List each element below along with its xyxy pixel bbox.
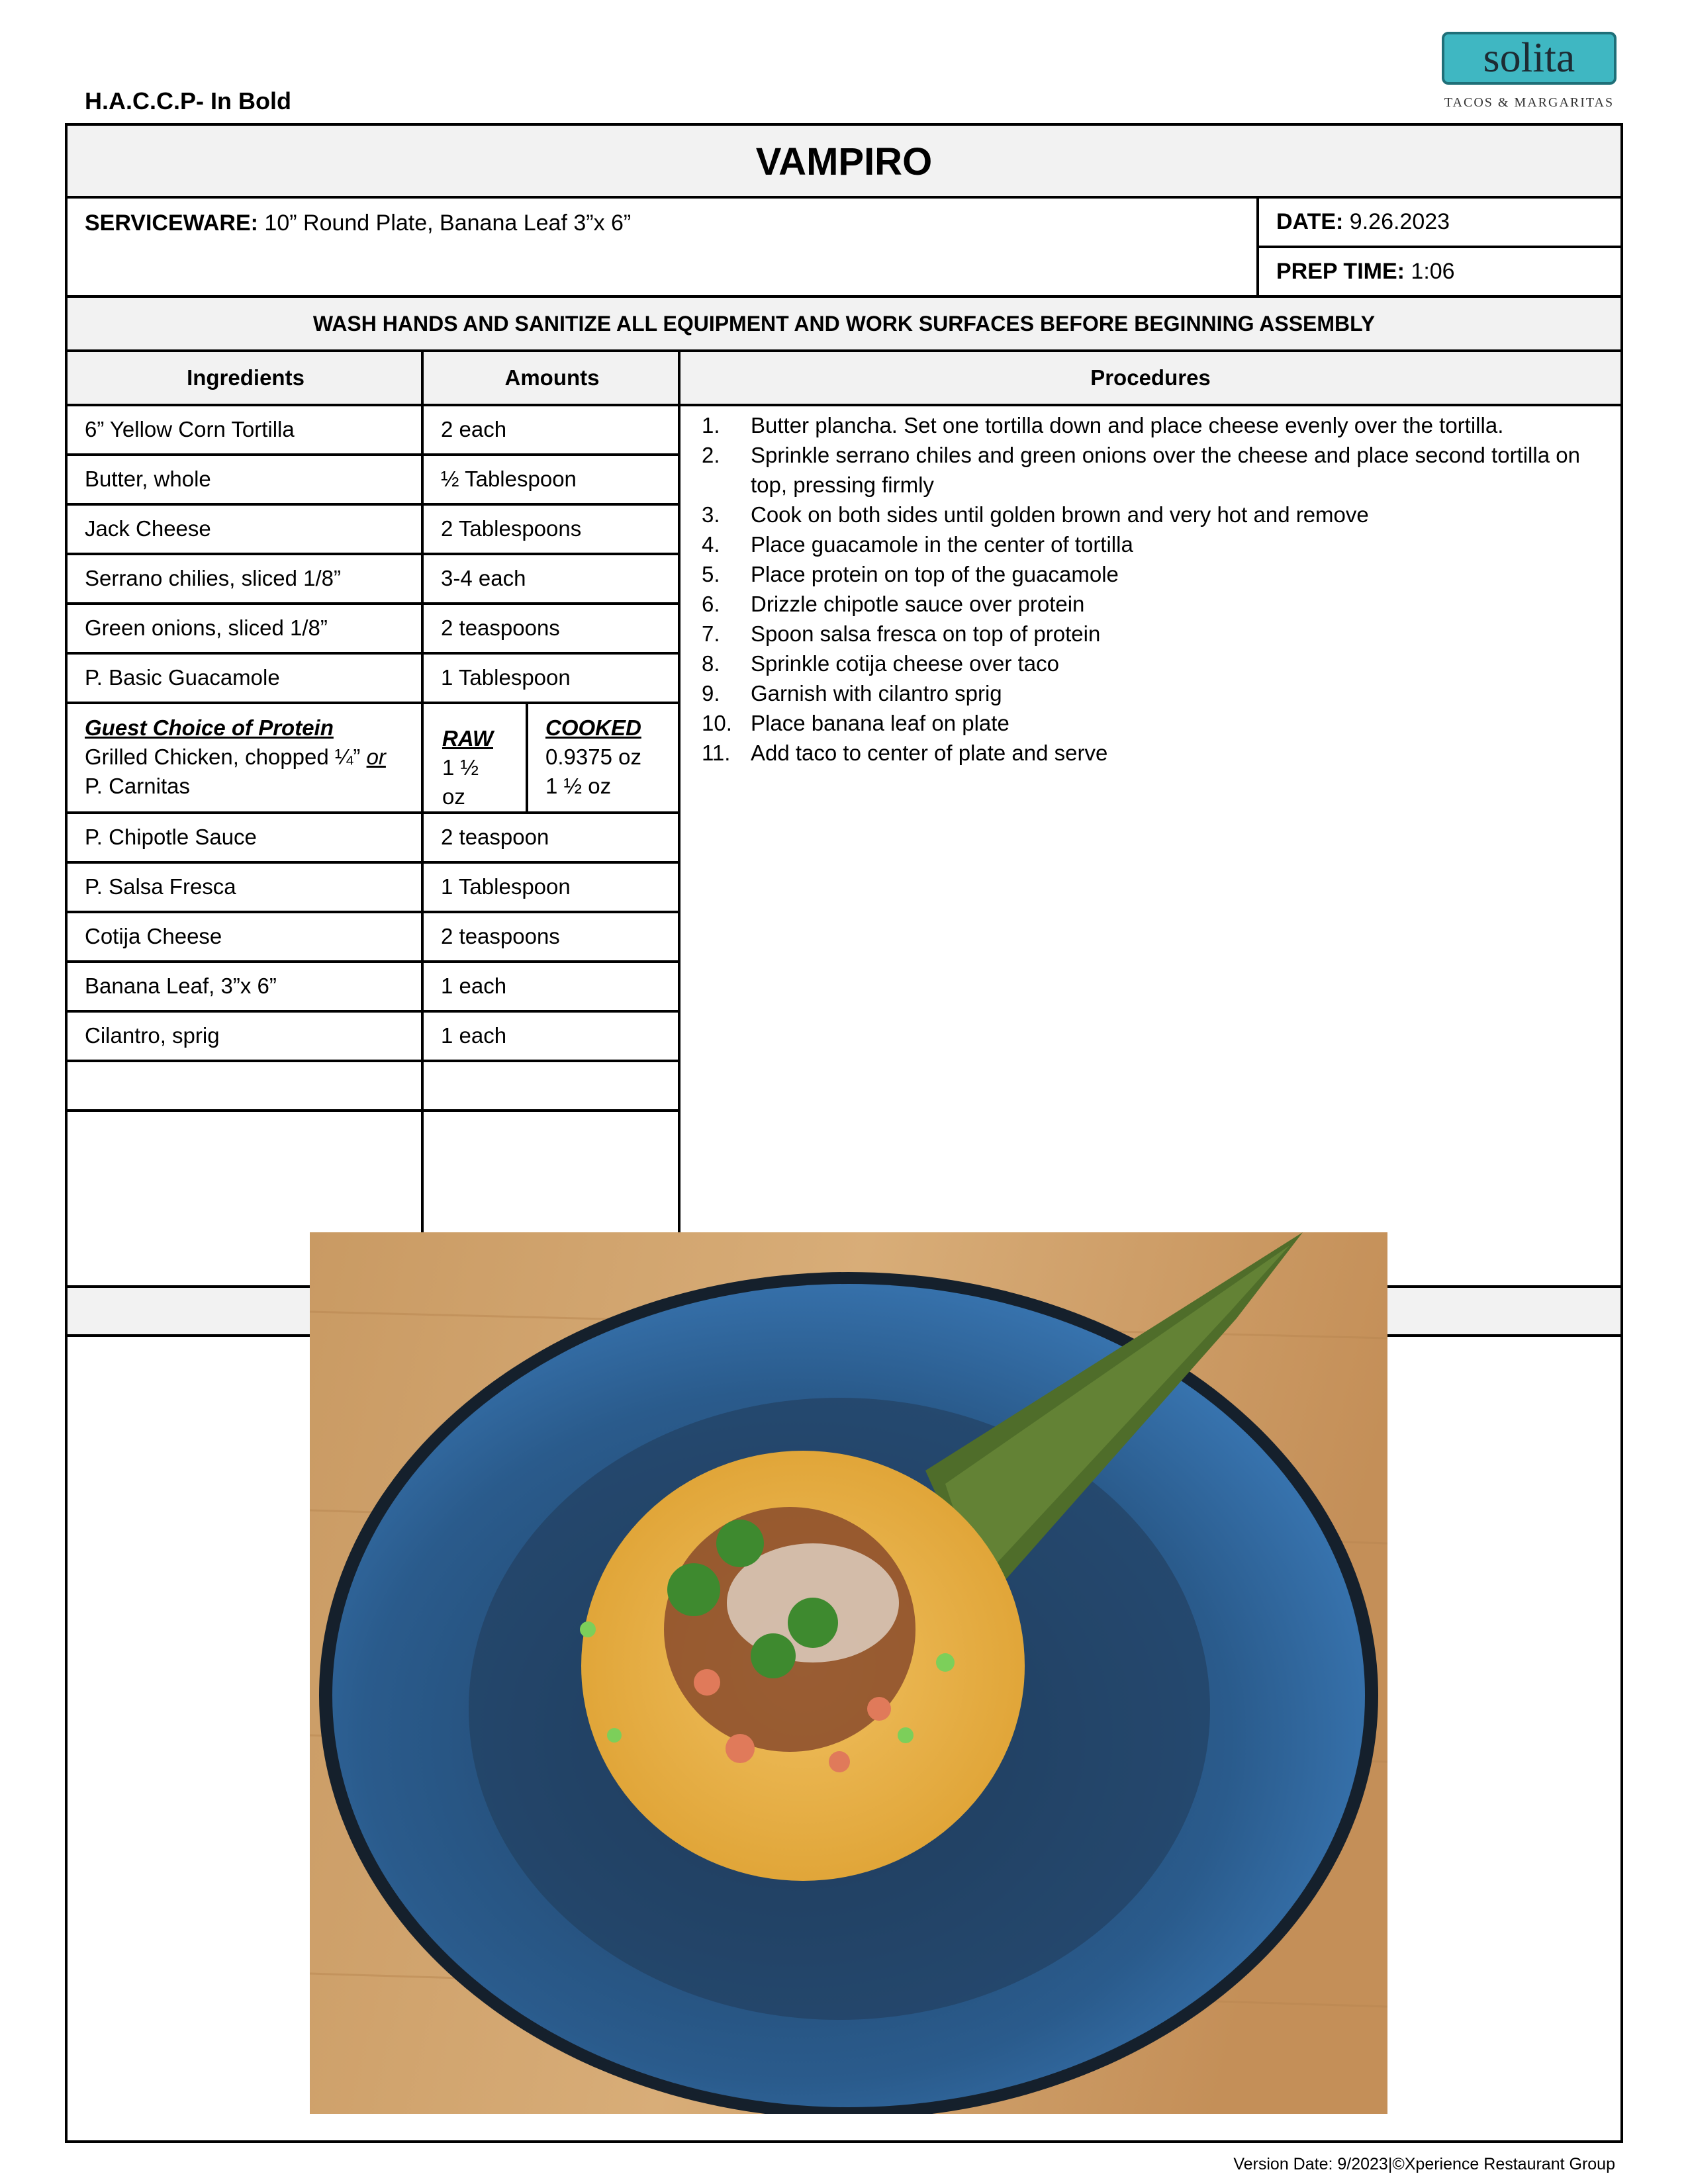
ingredient-amount: 2 teaspoon (424, 814, 678, 864)
step-text: Cook on both sides until golden brown and very hot and remove (751, 502, 1369, 527)
ingredient-amount: 1 Tablespoon (424, 655, 678, 704)
protein-cooked-cell (528, 704, 678, 814)
procedure-list (683, 410, 1603, 768)
procedure-step (683, 559, 1603, 589)
ingredient-amount (424, 1062, 678, 1112)
ingredient-amount: 2 each (424, 406, 678, 456)
step-number: 11. (702, 741, 731, 765)
procedure-step (683, 589, 1603, 619)
column-divider (678, 352, 680, 1285)
amounts-header: Amounts (424, 352, 680, 406)
step-text: Spoon salsa fresca on top of protein (751, 621, 1101, 646)
procedures-header: Procedures (680, 352, 1620, 406)
solita-logo (1436, 26, 1622, 113)
step-text: Add taco to center of plate and serve (751, 741, 1108, 765)
step-text: Place guacamole in the center of tortilla (751, 532, 1133, 557)
ingredients-header: Ingredients (68, 352, 424, 406)
ingredient-name: P. Salsa Fresca (68, 864, 421, 913)
step-text: Place banana leaf on plate (751, 711, 1009, 735)
dish-photo (310, 1232, 1387, 2114)
step-number: 8. (702, 651, 720, 676)
cooked-value-chicken: 0.9375 oz (545, 745, 641, 769)
protein-or: or (366, 745, 386, 769)
step-text: Place protein on top of the guacamole (751, 562, 1119, 586)
ingredient-name: Jack Cheese (68, 506, 421, 555)
step-number: 6. (702, 592, 720, 616)
serviceware-cell (68, 199, 1259, 298)
procedure-step (683, 619, 1603, 649)
step-text: Sprinkle serrano chiles and green onions over the cheese and place second tortilla on top, pressing firmly (751, 443, 1580, 497)
step-number: 9. (702, 681, 720, 705)
ingredient-name: P. Chipotle Sauce (68, 814, 421, 864)
logo-subtext: TACOS & MARGARITAS (1444, 95, 1615, 110)
procedure-step (683, 500, 1603, 529)
cooked-value-carnitas: 1 ½ oz (545, 774, 612, 798)
ingredient-name: Butter, whole (68, 456, 421, 506)
procedure-step (683, 440, 1603, 500)
ingredient-name: Cotija Cheese (68, 913, 421, 963)
step-number: 7. (702, 621, 720, 646)
ingredient-amount: 2 teaspoons (424, 605, 678, 655)
haccp-note: H.A.C.C.P- In Bold (85, 87, 291, 114)
raw-value: 1 ½ oz (442, 755, 479, 809)
date-cell (1259, 199, 1620, 248)
step-text: Butter plancha. Set one tortilla down and place cheese evenly over the tortilla. (751, 413, 1504, 437)
protein-line2: P. Carnitas (85, 774, 190, 798)
raw-label: RAW (442, 726, 493, 751)
ingredient-name: 6” Yellow Corn Tortilla (68, 406, 421, 456)
step-number: 5. (702, 562, 720, 586)
prep-time-label: PREP TIME: (1276, 259, 1405, 284)
protein-ingredient (68, 704, 421, 814)
ingredient-name: Green onions, sliced 1/8” (68, 605, 421, 655)
ingredient-amount: ½ Tablespoon (424, 456, 678, 506)
protein-raw-cell (424, 704, 528, 814)
ingredient-name (68, 1112, 421, 1161)
step-number: 10. (702, 711, 732, 735)
prep-time-cell (1259, 248, 1620, 298)
recipe-title: VAMPIRO (68, 126, 1620, 199)
step-number: 1. (702, 413, 720, 437)
step-text: Drizzle chipotle sauce over protein (751, 592, 1085, 616)
ingredient-name: Cilantro, sprig (68, 1013, 421, 1062)
recipe-card (65, 123, 1623, 2143)
step-text: Garnish with cilantro sprig (751, 681, 1002, 705)
ingredient-name (68, 1062, 421, 1112)
logo-text: solita (1442, 32, 1617, 85)
step-text: Sprinkle cotija cheese over taco (751, 651, 1059, 676)
ingredient-amount: 2 teaspoons (424, 913, 678, 963)
serviceware-value: 10” Round Plate, Banana Leaf 3”x 6” (258, 210, 632, 236)
procedure-step (683, 678, 1603, 708)
ingredient-name: Banana Leaf, 3”x 6” (68, 963, 421, 1013)
date-label: DATE: (1276, 209, 1344, 234)
step-number: 4. (702, 532, 720, 557)
ingredient-name: P. Basic Guacamole (68, 655, 421, 704)
step-number: 2. (702, 443, 720, 467)
prep-time-value: 1:06 (1404, 259, 1455, 284)
ingredient-amount (424, 1112, 678, 1161)
ingredient-name: Serrano chilies, sliced 1/8” (68, 555, 421, 605)
ingredient-amount: 1 each (424, 963, 678, 1013)
procedure-step (683, 410, 1603, 440)
serviceware-label: SERVICEWARE: (85, 210, 258, 236)
procedure-step (683, 708, 1603, 738)
procedure-step (683, 649, 1603, 678)
procedure-step (683, 529, 1603, 559)
cooked-label: COOKED (545, 715, 641, 740)
ingredient-amount: 3-4 each (424, 555, 678, 605)
protein-title: Guest Choice of Protein (85, 715, 334, 740)
date-value: 9.26.2023 (1343, 209, 1450, 234)
ingredient-amount: 1 Tablespoon (424, 864, 678, 913)
protein-line1: Grilled Chicken, chopped ¼” (85, 745, 367, 769)
version-footer: Version Date: 9/2023|©Xperience Restaurant Group (1233, 2155, 1615, 2173)
ingredient-amount: 2 Tablespoons (424, 506, 678, 555)
step-number: 3. (702, 502, 720, 527)
ingredient-amount: 1 each (424, 1013, 678, 1062)
procedure-step (683, 738, 1603, 768)
wash-notice: WASH HANDS AND SANITIZE ALL EQUIPMENT AND WORK SURFACES BEFORE BEGINNING ASSEMBLY (68, 298, 1620, 352)
